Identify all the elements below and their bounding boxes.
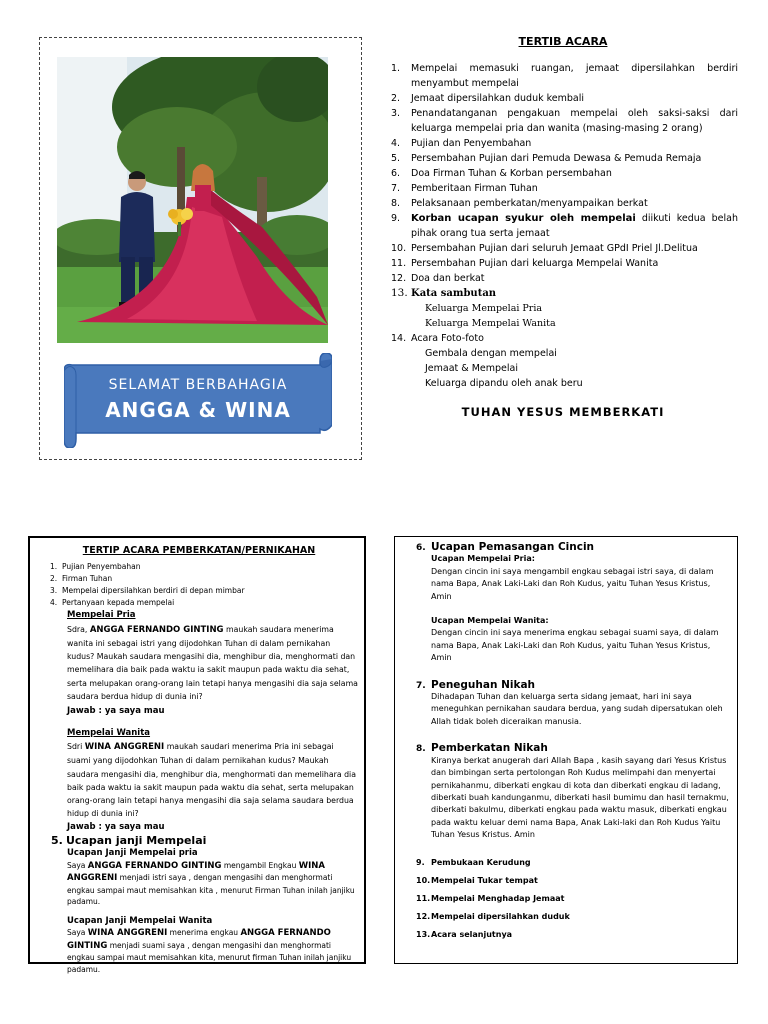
list-item: 9. Pembukaan Kerudung: [416, 857, 531, 867]
section-7-text: Dihadapan Tuhan dan keluarga serta sidang jemaat, hari ini saya meneguhkan pernikahan saudara berdua, yang sudah dipersatukan oleh Allah tidak boleh diceraikan manusia.: [431, 692, 723, 726]
section-6-heading: 6. Ucapan Pemasangan Cincin: [416, 541, 595, 553]
list-item: 11. Persembahan Pujian dari keluarga Mempelai Wanita: [391, 258, 659, 269]
list-item: 13. Acara selanjutnya: [416, 929, 513, 939]
list-item: 4. Pujian dan Penyembahan: [391, 138, 532, 149]
list-item: 13. Kata sambutan: [391, 287, 497, 299]
list-item: 10. Mempelai Tukar tempat: [416, 875, 538, 885]
sambutan-sub: Keluarga Mempelai Wanita: [425, 318, 556, 329]
list-item: 9. Korban ucapan syukur oleh mempelai diikuti kedua belah pihak orang tua serta jemaat: [391, 213, 738, 239]
foto-sub: Keluarga dipandu oleh anak beru: [425, 378, 583, 389]
list-item: 2. Jemaat dipersilahkan duduk kembali: [391, 93, 585, 104]
list-item: 12. Doa dan berkat: [391, 273, 485, 284]
list-item: 3. Penandatanganan pengakuan mempelai oleh saksi-saksi dari keluarga mempelai pria dan wanita (masing-masing 2 orang): [391, 108, 738, 134]
section-7-heading: 7. Peneguhan Nikah: [416, 678, 536, 691]
janji-heading: 5. Ucapan janji Mempelai: [51, 834, 207, 848]
greeting-banner: [64, 353, 332, 448]
list-item: 2. Firman Tuhan: [50, 574, 113, 584]
pria-question: Sdra, ANGGA FERNANDO GINTING maukah saudara menerima wanita ini sebagai istri yang dijodohkan Tuhan di dalam pernikahan kudus? Maukah saudara mengasihi dia, menghibur dia, menghormati dan memelihara dia baik pada waktu ia sakit maupun pada waktu dia sehat, serta melupakan orang-orang lain tetapi hanya mengasihi dia saja selama saudara berdua hidup di dunia ini?: [67, 624, 358, 702]
banner-couple-names: ANGGA & WINA: [105, 398, 291, 422]
section-8-heading: 8. Pemberkatan Nikah: [416, 742, 548, 755]
janji-pria-text: Saya ANGGA FERNANDO GINTING mengambil Engkau WINA ANGGRENI menjadi istri saya , dengan mengasihi dan menghormati engkau sampai maut memisahkan kita , menurut Firman Tuhan inilah janjiku padamu.: [67, 860, 355, 907]
section-8-text: Kiranya berkat anugerah dari Allah Bapa , kasih sayang dari Yesus Kristus dan bimbingan serta pertolongan Roh Kudus melimpahi dan menyertai pernikahanmu, diberkati engkau di kota dan diberkati engkau di ladang, diberkati buah kandunganmu, diberkati hasil bumimu dan hasil ternakmu, diberkati bakulmu, diberkati engkau pada waktu masuk, diberkati engkau pada waktu keluar demi nama Bapa, Anak Laki-laki dan Roh Kudus Yaitu Tuhan Yesus Kristus. Amin: [431, 755, 729, 840]
wanita-question: Sdri WINA ANGGRENI maukah saudari menerima Pria ini sebagai suami yang dijodohkan Tuhan di dalam pernikahan kudus? Maukah saudara mengasihi dia, menghibur dia, menghormati dan memelihara dia baik pada waktu ia sakit maupun pada waktu dia sehat, serta melupakan orang-orang lain tetapi hanya mengasihi dia saja selama saudara berdua hidup di dunia ini?: [67, 741, 356, 819]
cincin-pria-text: Dengan cincin ini saya mengambil engkau sebagai istri saya, di dalam nama Bapa, Anak Laki-Laki dan Roh Kudus, yaitu Tuhan Yesus Kristus, Amin: [431, 566, 714, 601]
tertib-acara-panel: [388, 30, 738, 420]
closing-list: [413, 854, 729, 944]
foto-sub: Gembala dengan mempelai: [425, 348, 557, 359]
pemberkatan-title: TERTIP ACARA PEMBERKATAN/PERNIKAHAN: [82, 545, 316, 556]
wanita-heading: Mempelai Wanita: [67, 727, 151, 738]
cincin-wanita-heading: Ucapan Mempelai Wanita:: [431, 616, 549, 626]
list-item: 6. Doa Firman Tuhan & Korban persembahan: [391, 168, 612, 179]
list-item: 1. Pujian Penyembahan: [50, 562, 141, 572]
janji-wanita-heading: Ucapan Janji Mempelai Wanita: [67, 915, 213, 926]
sambutan-sub: Keluarga Mempelai Pria: [425, 303, 543, 314]
couple-photo: [57, 57, 328, 343]
cincin-pria-heading: Ucapan Mempelai Pria:: [431, 554, 535, 564]
list-item: 8. Pelaksanaan pemberkatan/menyampaikan berkat: [391, 198, 648, 209]
tertib-list: [388, 61, 738, 391]
list-item: 10. Persembahan Pujian dari seluruh Jemaat GPdI Priel Jl.Delitua: [391, 243, 698, 254]
wanita-answer: Jawab : ya saya mau: [67, 821, 165, 832]
list-item: 11. Mempelai Menghadap Jemaat: [416, 893, 565, 903]
list-item: 5. Persembahan Pujian dari Pemuda Dewasa & Pemuda Remaja: [391, 153, 702, 164]
pria-answer: Jawab : ya saya mau: [67, 706, 165, 717]
list-item: 1. Mempelai memasuki ruangan, jemaat dipersilahkan berdiri menyambut mempelai: [391, 63, 738, 89]
foto-sub: Jemaat & Mempelai: [425, 363, 518, 374]
list-item: 7. Pemberitaan Firman Tuhan: [391, 183, 538, 194]
blessing-text: TUHAN YESUS MEMBERKATI: [461, 405, 665, 419]
list-item: 14. Acara Foto-foto: [391, 333, 484, 344]
cover-panel: [39, 37, 362, 460]
pemberkatan-list: [40, 561, 358, 609]
banner-line-1: SELAMAT BERBAHAGIA: [108, 377, 288, 393]
janji-pria-heading: Ucapan Janji Mempelai pria: [67, 848, 198, 859]
list-item: 4. Pertanyaan kepada mempelai: [50, 598, 175, 608]
list-item: 12. Mempelai dipersilahkan duduk: [416, 911, 570, 921]
list-item: 3. Mempelai dipersilahkan berdiri di depan mimbar: [50, 586, 245, 596]
janji-wanita-text: Saya WINA ANGGRENI menerima engkau ANGGA FERNANDO GINTING menjadi suami saya , dengan mengasihi dan menghormati engkau sampai maut memisahkan kita, menurut firman Tuhan inilah janjiku padamu.: [67, 928, 352, 974]
pria-heading: Mempelai Pria: [67, 610, 136, 621]
pemberkatan-panel: [28, 536, 366, 974]
cincin-wanita-text: Dengan cincin ini saya menerima engkau sebagai suami saya, di dalam nama Bapa, Anak Laki-Laki dan Roh Kudus, yaitu Tuhan Yesus Kristus, Amin: [431, 628, 719, 663]
tertib-title: TERTIB ACARA: [518, 35, 608, 48]
cincin-panel: [394, 536, 738, 964]
